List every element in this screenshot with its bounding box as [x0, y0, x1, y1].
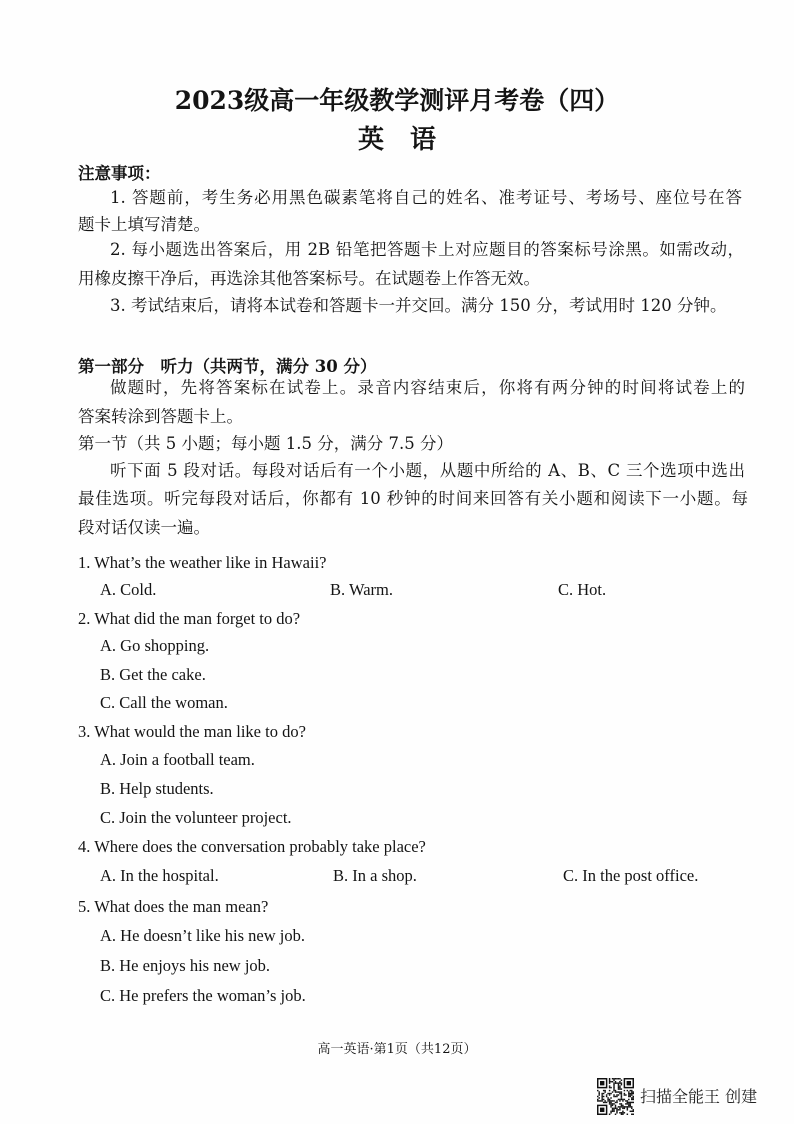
question-3-option-a: A. Join a football team.: [100, 750, 255, 769]
section1-instruction-line-3: 段对话仅读一遍。: [78, 518, 210, 537]
question-2-stem: 2. What did the man forget to do?: [78, 609, 301, 628]
exam-title: 2023级高一年级教学测评月考卷（四）: [174, 86, 620, 115]
question-2-option-a: A. Go shopping.: [100, 636, 210, 655]
notice-heading: 注意事项：: [78, 164, 161, 183]
part1-instruction-line-2: 答案转涂到答题卡上。: [78, 407, 243, 426]
page-footer: 高一英语·第1页（共12页）: [317, 1042, 477, 1057]
question-4-option-a: A. In the hospital.: [100, 866, 219, 885]
question-2-option-c: C. Call the woman.: [100, 693, 228, 712]
question-3-option-b: B. Help students.: [100, 779, 214, 798]
notice-item-3-line-1: 3. 考试结束后，请将本试卷和答题卡一并交回。满分 150 分，考试用时 120 分钟。: [110, 296, 727, 315]
question-3-option-c: C. Join the volunteer project.: [100, 808, 292, 827]
section1-heading: 第一节（共 5 小题；每小题 1.5 分，满分 7.5 分）: [78, 434, 453, 453]
question-3-stem: 3. What would the man like to do?: [78, 722, 306, 741]
part1-instruction-line-1: 做题时，先将答案标在试卷上。录音内容结束后，你将有两分钟的时间将试卷上的: [110, 378, 745, 397]
question-4-option-b: B. In a shop.: [333, 866, 417, 885]
question-5-stem: 5. What does the man mean?: [78, 897, 269, 916]
question-4-option-c: C. In the post office.: [563, 866, 699, 885]
question-1-option-a: A. Cold.: [100, 580, 157, 599]
question-1-stem: 1. What’s the weather like in Hawaii?: [78, 553, 327, 572]
question-2-option-b: B. Get the cake.: [100, 665, 206, 684]
question-4-stem: 4. Where does the conversation probably take place?: [78, 837, 426, 856]
notice-item-2-line-2: 用橡皮擦干净后，再选涂其他答案标号。在试题卷上作答无效。: [78, 269, 540, 288]
question-5-option-c: C. He prefers the woman’s job.: [100, 986, 306, 1005]
section1-instruction-line-1: 听下面 5 段对话。每段对话后有一个小题，从题中所给的 A、B、C 三个选项中选出: [110, 461, 745, 480]
subject-title: 英 语: [357, 125, 436, 155]
section1-instruction-line-2: 最佳选项。听完每段对话后，你都有 10 秒钟的时间来回答有关小题和阅读下一小题。每: [78, 489, 748, 508]
question-5-option-a: A. He doesn’t like his new job.: [100, 926, 306, 945]
qr-code-icon: [597, 1078, 634, 1115]
part1-heading: 第一部分 听力（共两节，满分 30 分）: [78, 357, 377, 376]
notice-item-1-line-1: 1. 答题前，考生务必用黑色碳素笔将自己的姓名、准考证号、考场号、座位号在答: [110, 188, 742, 207]
notice-item-2-line-1: 2. 每小题选出答案后，用 2B 铅笔把答题卡上对应题目的答案标号涂黑。如需改动，: [110, 240, 744, 259]
question-5-option-b: B. He enjoys his new job.: [100, 956, 271, 975]
scanner-watermark-text: 扫描全能王 创建: [640, 1087, 758, 1106]
question-1-option-c: C. Hot.: [558, 580, 607, 599]
notice-item-1-line-2: 题卡上填写清楚。: [78, 215, 210, 234]
question-1-option-b: B. Warm.: [330, 580, 393, 599]
